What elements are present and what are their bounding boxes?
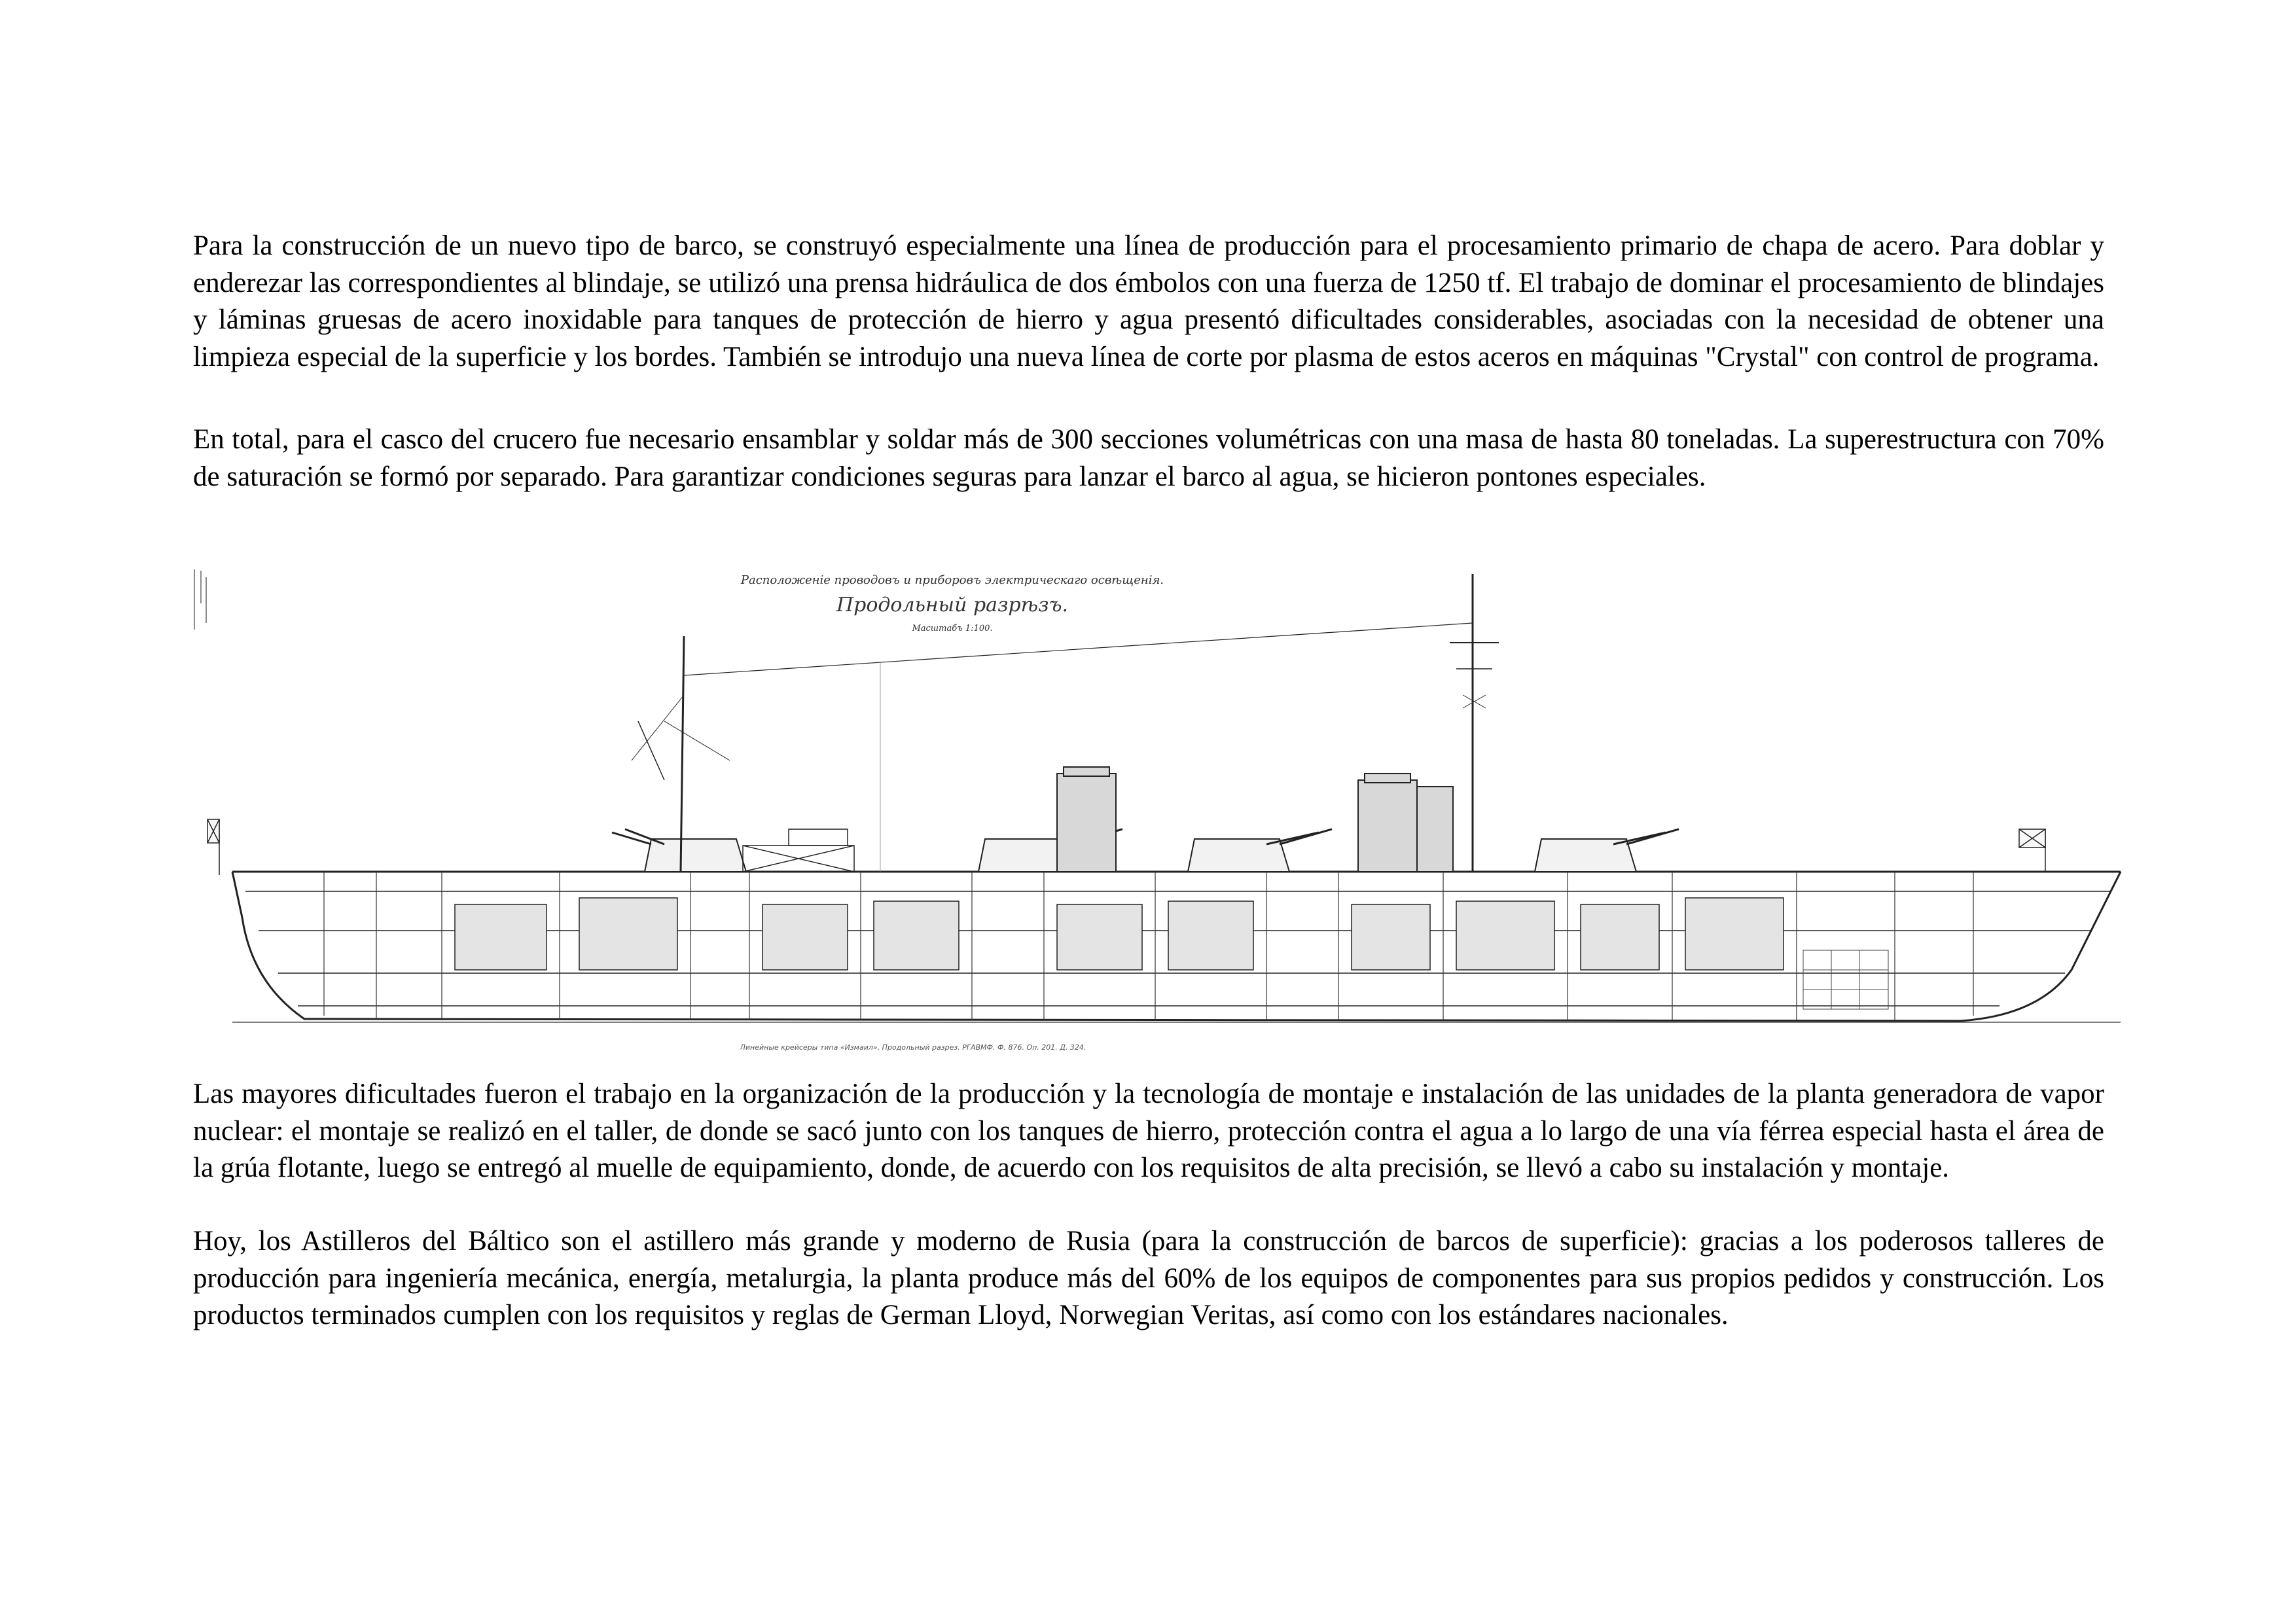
double-bottom-grid	[1803, 950, 1888, 1009]
drawing-title-line2: Продольный разрѣзъ.	[836, 594, 1069, 616]
paragraph-hull-assembly: En total, para el casco del crucero fue necesario ensamblar y soldar más de 300 secciones volumétricas con una masa de hasta 80 toneladas. La superestructura con 70% de saturación se formó por separado. Para garantizar condiciones seguras para lanzar el barco al agua, se hicieron pontones especiales.	[193, 424, 2104, 492]
paragraph-nuclear-plant-assembly: Las mayores dificultades fueron el trabajo en la organización de la producción y la tecnología de montaje e instalación de las unidades de la planta generadora de vapor nuclear: el montaje se realizó en el taller, de donde se sacó junto con los tanques de hierro, protección contra el agua a lo largo de una vía férrea especial hasta el área de la grúa flotante, luego se entregó al muelle de equipamiento, donde, de acuerdo con los requisitos de alta precisión, se llevó a cabo su instalación y montaje.	[193, 1079, 2104, 1183]
drawing-caption: Линейные крейсеры типа «Измаил». Продольный разрез. РГАВМФ. Ф. 876. Оп. 201. Д. 324.	[740, 1043, 1086, 1052]
flags	[207, 819, 2045, 875]
ship-longitudinal-section-drawing	[193, 564, 2127, 1061]
paragraph-production-line: Para la construcción de un nuevo tipo de barco, se construyó especialmente una línea de producción para el procesamiento primario de chapa de acero. Para doblar y enderezar las correspondientes al blindaje, se utilizó una prensa hidráulica de dos émbolos con una fuerza de 1250 tf. El trabajo de dominar el procesamiento de blindajes y láminas gruesas de acero inoxidable para tanques de protección de hierro y agua presentó dificultades considerables, asociadas con la necesidad de obtener una limpieza especial de la superficie y los bordes. También se introdujo una nueva línea de corte por plasma de estos aceros en máquinas "Crystal" con control de programa.	[193, 230, 2104, 372]
drawing-scale: Масштабъ 1:100.	[912, 624, 993, 633]
gun-turrets	[645, 839, 1636, 872]
superstructure	[743, 829, 854, 872]
machinery-blocks	[455, 898, 1784, 970]
gun-barrels	[612, 829, 1679, 844]
drawing-title-line1: Расположеніе проводовъ и приборовъ электрическаго освѣщенія.	[740, 573, 1164, 587]
paragraph-baltic-shipyard: Hoy, los Astilleros del Báltico son el astillero más grande y moderno de Rusia (para la construcción de barcos de superficie): gracias a los poderosos talleres de producción para ingeniería mecánica, energía, metalurgia, la planta produce más del 60% de los equipos de componentes para sus propios pedidos y construcción. Los productos terminados cumplen con los requisitos y reglas de German Lloyd, Norwegian Veritas, así como con los estándares nacionales.	[193, 1226, 2104, 1330]
ship-drawing-svg	[193, 564, 2127, 1061]
sheet-margin-marks	[194, 569, 206, 630]
